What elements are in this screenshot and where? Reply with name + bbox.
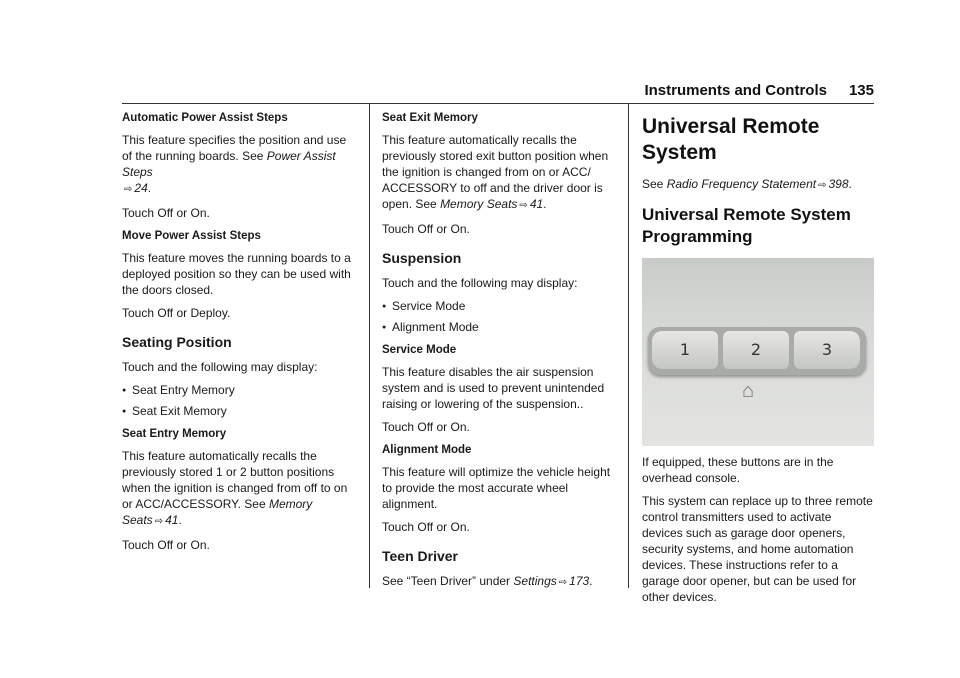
paragraph-exit-touch: Touch Off or On.	[382, 222, 470, 236]
subheading-move-power-assist-steps: Move Power Assist Steps	[122, 230, 261, 242]
column-divider-1	[369, 104, 370, 588]
page-ref-arrow-icon: ⇨	[558, 577, 568, 588]
paragraph-auto-desc: This feature specifies the position and use of the running boards. See Power Assist Steps ⇨ 24.	[122, 133, 347, 195]
column-3	[642, 110, 874, 612]
list-item: ● Alignment Mode	[382, 319, 614, 335]
paragraph-service-touch: Touch Off or On.	[382, 420, 470, 434]
paragraph-see-radio: See Radio Frequency Statement ⇨ 398.	[642, 177, 852, 191]
subheading-automatic-power-assist-steps: Automatic Power Assist Steps	[122, 112, 288, 124]
cross-ref-settings[interactable]: Settings	[513, 574, 557, 588]
heading-universal-remote-programming: Universal Remote System Programming	[642, 205, 851, 246]
column-2	[382, 110, 614, 598]
list-item: ● Service Mode	[382, 298, 614, 314]
text: This feature automatically recalls the previously stored 1 or 2 button positions when the ignition is changed from off to on or ACC/ACCESSORY. See	[122, 449, 348, 511]
paragraph-suspension: Touch and the following may display:	[382, 276, 578, 290]
paragraph-seating: Touch and the following may display:	[122, 360, 318, 374]
cross-ref-radio-frequency-statement[interactable]: Radio Frequency Statement	[666, 177, 817, 191]
heading-suspension: Suspension	[382, 250, 462, 266]
suspension-list	[382, 298, 614, 335]
subheading-seat-exit-memory: Seat Exit Memory	[382, 112, 478, 124]
remote-button-3: 3	[794, 331, 860, 369]
heading-universal-remote-system: Universal Remote System	[642, 115, 820, 164]
paragraph-align-touch: Touch Off or On.	[382, 520, 470, 534]
remote-button-1: 1	[652, 331, 718, 369]
paragraph-move-desc: This feature moves the running boards to a deployed position so they can be used with the doors closed.	[122, 251, 351, 297]
list-item: ● Seat Exit Memory	[122, 403, 354, 419]
text: See	[642, 177, 667, 191]
text: This feature automatically recalls the previously stored exit button position when the ignition is changed from on or ACC/ ACCESSORY to off and the driver door is open. See	[382, 133, 609, 211]
paragraph-auto-touch: Touch Off or On.	[122, 206, 210, 220]
paragraph-entry-desc: This feature automatically recalls the previously stored 1 or 2 button positions when the ignition is changed from off to on or ACC/ACCESSORY. See Memory Seats ⇨ 41.	[122, 449, 348, 527]
section-title: Instruments and Controls	[644, 82, 827, 99]
cross-ref-power-assist-steps[interactable]: Power Assist Steps	[122, 149, 336, 179]
heading-seating-position: Seating Position	[122, 334, 232, 350]
seating-list	[122, 382, 354, 419]
page-ref[interactable]: 398	[828, 177, 849, 191]
list-item: ● Seat Entry Memory	[122, 382, 354, 398]
heading-teen-driver: Teen Driver	[382, 548, 458, 564]
paragraph-teen: See “Teen Driver” under Settings ⇨ 173.	[382, 574, 593, 588]
text: This feature specifies the position and use of the running boards. See	[122, 133, 347, 163]
subheading-alignment-mode: Alignment Mode	[382, 444, 472, 456]
paragraph-exit-desc: This feature automatically recalls the previously stored exit button position when the ignition is changed from on or ACC/ ACCESSORY to off and the driver door is open. See Memory Seats ⇨ 41.	[382, 133, 609, 211]
paragraph-align-desc: This feature will optimize the vehicle height to provide the most accurate wheel alignment.	[382, 465, 611, 511]
paragraph-service-desc: This feature disables the air suspension system and is used to prevent unintended raising or lowering of the suspension..	[382, 365, 605, 411]
garage-house-icon: ⌂	[741, 380, 755, 402]
page-ref[interactable]: 41	[165, 513, 179, 527]
subheading-service-mode: Service Mode	[382, 344, 457, 356]
page-number: 135	[848, 82, 874, 99]
column-1	[122, 110, 354, 560]
page-ref-arrow-icon: ⇨	[124, 184, 133, 195]
paragraph-entry-touch: Touch Off or On.	[122, 538, 210, 552]
remote-button-2: 2	[723, 331, 789, 369]
page-header	[644, 82, 874, 99]
page-ref-arrow-icon: ⇨	[818, 180, 827, 191]
page-ref[interactable]: 24	[134, 181, 148, 195]
cross-ref-memory-seats[interactable]: Memory Seats	[122, 497, 313, 527]
paragraph-equipped: If equipped, these buttons are in the overhead console.	[642, 455, 834, 485]
text: See “Teen Driver” under	[382, 574, 514, 588]
header-rule	[122, 103, 874, 104]
page-ref[interactable]: 41	[529, 197, 544, 211]
remote-button-bar	[648, 327, 866, 375]
page-ref[interactable]: 173	[569, 574, 590, 588]
overhead-console-photo	[642, 258, 874, 446]
column-divider-2	[628, 104, 629, 588]
page-ref-arrow-icon: ⇨	[154, 516, 164, 527]
cross-ref-memory-seats[interactable]: Memory Seats	[440, 197, 518, 211]
paragraph-move-touch: Touch Off or Deploy.	[122, 306, 231, 320]
subheading-seat-entry-memory: Seat Entry Memory	[122, 428, 227, 440]
page-ref-arrow-icon: ⇨	[519, 200, 528, 211]
paragraph-replace: This system can replace up to three remote control transmitters used to activate devices such as garage door openers, security systems, and home automation devices. These instructions refer to a garage door opener, but can be used for other devices.	[642, 494, 873, 604]
